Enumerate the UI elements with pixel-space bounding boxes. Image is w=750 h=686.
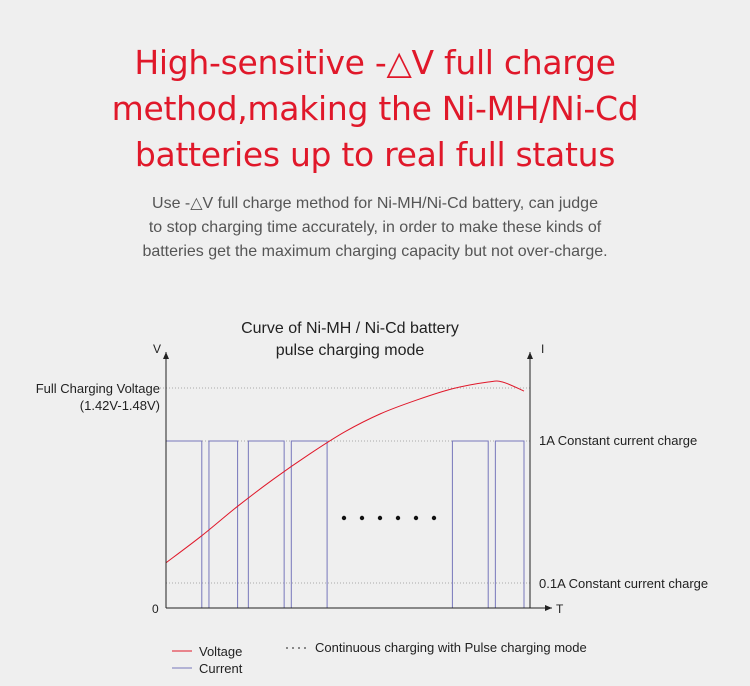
reference-lines: [160, 388, 530, 583]
headline-line-1: High-sensitive -△V full charge: [134, 43, 616, 82]
legend-dotted-label: Continuous charging with Pulse charging mode: [315, 640, 587, 655]
headline-line-2: method,making the Ni-MH/Ni-Cd: [111, 89, 639, 128]
x-axis-arrow: [545, 605, 552, 611]
axes: [163, 352, 552, 611]
full-voltage-label: Full Charging Voltage: [35, 381, 160, 396]
x-axis-label: T: [556, 602, 564, 616]
left-axis-label: V: [153, 342, 162, 356]
legend-voltage-label: Voltage: [199, 644, 243, 659]
ellipsis-dot: [414, 516, 418, 520]
low-current-label: 0.1A Constant current charge: [539, 576, 709, 591]
headline-line-3: batteries up to real full status: [134, 135, 616, 174]
description-line-3: batteries get the maximum charging capacity but not over-charge.: [142, 243, 608, 260]
right-axis-arrow: [527, 352, 533, 359]
current-pulse-path: [166, 441, 524, 608]
voltage-series: [166, 381, 524, 563]
chart-title-line-2: pulse charging mode: [275, 342, 425, 359]
ellipsis-dot: [342, 516, 346, 520]
voltage-curve: [166, 381, 524, 563]
ellipsis-dots: [342, 516, 436, 520]
description-line-2: to stop charging time accurately, in order to make these kinds of: [148, 219, 602, 236]
chart-title-line-1: Curve of Ni-MH / Ni-Cd battery: [241, 320, 459, 337]
ellipsis-dot: [360, 516, 364, 520]
origin-label: 0: [152, 602, 159, 616]
current-series: [166, 441, 524, 608]
left-axis-arrow: [163, 352, 169, 359]
ellipsis-dot: [378, 516, 382, 520]
ellipsis-dot: [396, 516, 400, 520]
description-line-1: Use -△V full charge method for Ni-MH/Ni-Cd battery, can judge: [152, 195, 598, 212]
right-axis-label: I: [541, 342, 545, 356]
ellipsis-dot: [432, 516, 436, 520]
high-current-label: 1A Constant current charge: [539, 433, 698, 448]
legend-current-label: Current: [199, 661, 243, 676]
full-voltage-range-label: (1.42V-1.48V): [79, 398, 160, 413]
